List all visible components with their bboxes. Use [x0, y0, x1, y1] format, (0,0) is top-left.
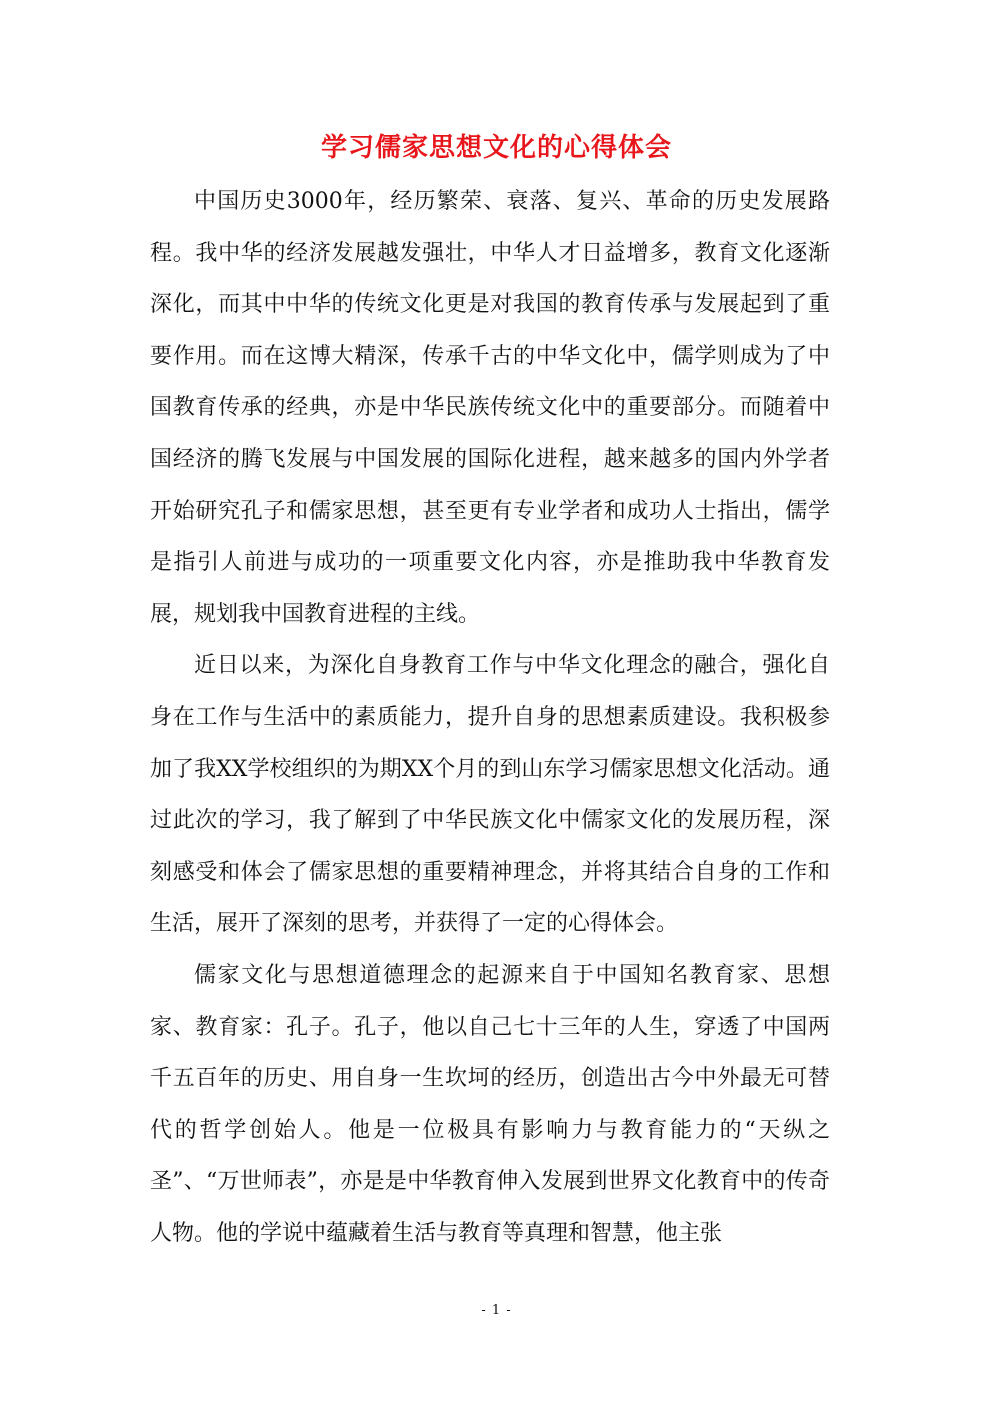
paragraph-3: 儒家文化与思想道德理念的起源来自于中国知名教育家、思想家、教育家：孔子。孔子，他以自己七十三年的人生，穿透了中国两千五百年的历史、用自身一生坎坷的经历，创造出古今中外最无可替代的哲学创始人。他是一位极具有影响力与教育能力的“天纵之圣”、“万世师表”，亦是是中华教育伸入发展到世界文化教育中的传奇人物。他的学说中蕴藏着生活与教育等真理和智慧，他主张 — [150, 962, 830, 1246]
document-title: 学习儒家思想文化的心得体会 — [320, 133, 672, 163]
document-body — [150, 176, 830, 1259]
paragraph-1: 中国历史3000年，经历繁荣、衰落、复兴、革命的历史发展路程。我中华的经济发展越发强壮，中华人才日益增多，教育文化逐渐深化，而其中中华的传统文化更是对我国的教育传承与发展起到了重要作用。而在这博大精深，传承千古的中华文化中，儒学则成为了中国教育传承的经典，亦是中华民族传统文化中的重要部分。而随着中国经济的腾飞发展与中国发展的国际化进程，越来越多的国内外学者开始研究孔子和儒家思想，甚至更有专业学者和成功人士指出，儒学是指引人前进与成功的一项重要文化内容，亦是推助我中华教育发展，规划我中国教育进程的主线。 — [150, 189, 830, 627]
page-number: - 1 - — [481, 1303, 512, 1318]
paragraph-2: 近日以来，为深化自身教育工作与中华文化理念的融合，强化自身在工作与生活中的素质能力，提升自身的思想素质建设。我积极参加了我XX学校组织的为期XX个月的到山东学习儒家思想文化活动。通过此次的学习，我了解到了中华民族文化中儒家文化的发展历程，深刻感受和体会了儒家思想的重要精神理念，并将其结合自身的工作和生活，展开了深刻的思考，并获得了一定的心得体会。 — [150, 653, 830, 937]
